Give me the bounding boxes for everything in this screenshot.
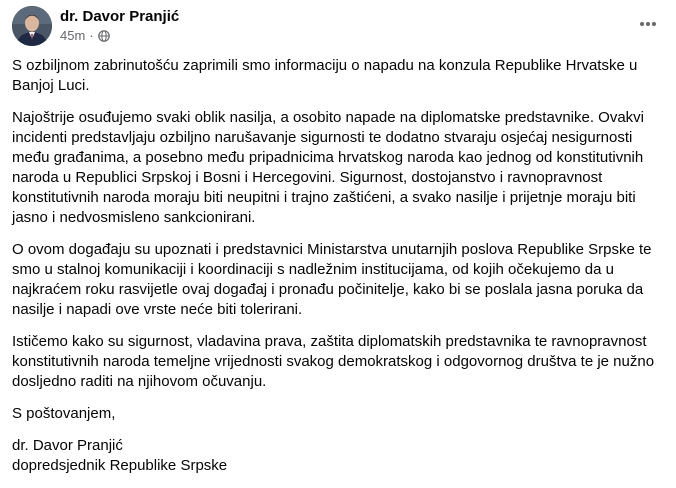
avatar-portrait-icon: [12, 6, 52, 46]
post-line: smo u stalnoj komunikaciji i koordinaciji s nadležnim institucijama, od kojih očekujemo da u: [12, 261, 614, 278]
post-line: dosljedno raditi na njihovom očuvanju.: [12, 373, 267, 390]
post-paragraph: [12, 108, 652, 228]
post-line: naroda u Republici Srpskoj i Bosni i Hercegovini. Sigurnost, dostojanstvo i ravnopravnost: [12, 169, 603, 186]
post-line: Najoštrije osuđujemo svaki oblik nasilja, a osobito napade na diplomatske predstavnike. Ovakvi: [12, 109, 645, 126]
meta-separator: ·: [89, 28, 94, 43]
post-line: nasilje i napadi ove vrste neće biti tolerirani.: [12, 301, 303, 318]
post-line: O ovom događaju su upoznati i predstavnici Ministarstva unutarnjih poslova Republike Srpske te: [12, 241, 652, 258]
post-line: Banjoj Luci.: [12, 77, 90, 94]
post-line: jasno i nedvosmisleno sankcionirani.: [12, 209, 256, 226]
post-body: [12, 56, 655, 488]
post-line: S poštovanjem,: [12, 405, 116, 422]
globe-icon[interactable]: [98, 30, 110, 42]
post-header: [12, 6, 664, 46]
more-options-button[interactable]: [636, 14, 660, 34]
post-line: incidenti predstavljaju ozbiljno narušavanje sigurnosti te dodatno stvaraju osjećaj nesigurnosti: [12, 129, 633, 146]
post-line: najkraćem roku rasvijetle ovaj događaj i pronađu počinitelje, kako bi se poslala jasna poruka da: [12, 281, 644, 298]
post-line: Ističemo kako su sigurnost, vladavina prava, zaštita diplomatskih predstavnika te ravnopravnost: [12, 333, 647, 350]
post-paragraph: [12, 332, 655, 392]
post-line: među građanima, a posebno među pripadnicima hrvatskog naroda kao jednog od konstitutivnih: [12, 149, 644, 166]
post-paragraph: [12, 404, 652, 424]
post-line: konstitutivnih naroda temeljne vrijednosti svakog demokratskog i odgovornog društva te je nužno: [12, 353, 655, 370]
post-author-name[interactable]: dr. Davor Pranjić: [60, 8, 180, 25]
author-avatar[interactable]: [12, 6, 52, 46]
post-line: dopredsjednik Republike Srpske: [12, 457, 228, 474]
post-line: S ozbiljnom zabrinutošću zaprimili smo informaciju o napadu na konzula Republike Hrvatske u: [12, 57, 638, 74]
post-paragraph: [12, 56, 652, 96]
more-horizontal-icon: [639, 21, 657, 27]
post-signature: [12, 436, 652, 476]
post-line: konstitutivnih naroda moraju biti neupitni i trajno zaštićeni, a svako nasilje i prijetnje moraju biti: [12, 189, 636, 206]
post-meta: [60, 28, 110, 43]
post-timestamp[interactable]: 45m: [60, 28, 86, 43]
post-paragraph: [12, 240, 652, 320]
post-line: dr. Davor Pranjić: [12, 437, 123, 454]
